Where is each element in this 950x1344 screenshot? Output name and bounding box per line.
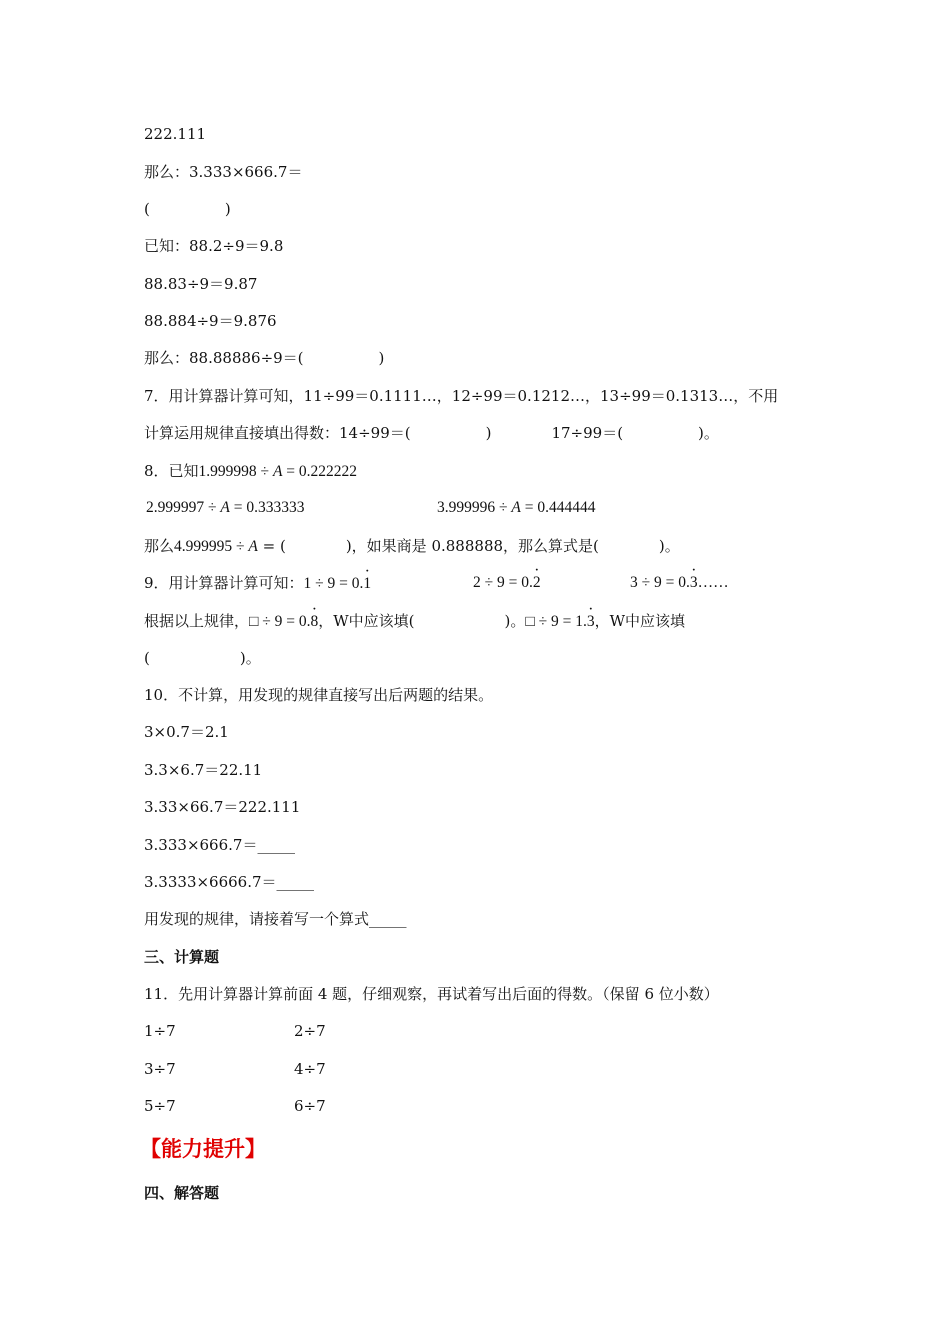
q11-item: 3÷7	[144, 1060, 176, 1078]
question-9-line-3: ( )。	[144, 649, 261, 667]
q9-eq4: □ ÷ 9 = 0.8 ·	[249, 613, 318, 630]
q9-eq2: 2 ÷ 9 = 0.2 ·	[473, 573, 541, 593]
question-9-line-2: 根据以上规律，□ ÷ 9 = 0.8 ·，W中应该填( )。□ ÷ 9 = 1.3 ·，W中应该填	[144, 611, 685, 632]
q11-item: 2÷7	[294, 1022, 326, 1040]
question-9-line-1: 9．用计算器计算可知：1 ÷ 9 = 0.1 ·	[144, 573, 371, 594]
q10-item: 3.3×6.7＝22.11	[144, 761, 263, 779]
q9-eq3: 3 ÷ 9 = 0.3 ·……	[630, 573, 729, 593]
text-line: 已知：88.2÷9＝9.8	[144, 237, 284, 255]
question-8-line-1	[144, 461, 357, 482]
text-line: 那么：88.88886÷9＝( )	[144, 349, 385, 367]
q9-eq5: □ ÷ 9 = 1.3 ·	[525, 613, 594, 630]
q9-eq1: 1 ÷ 9 = 0.1 ·	[304, 575, 372, 592]
text-line: 222.111	[144, 125, 207, 143]
q11-item: 5÷7	[144, 1097, 176, 1115]
q10-item: 3.3333×6666.7＝_____	[144, 873, 315, 891]
q10-item: 3.333×666.7＝_____	[144, 836, 295, 854]
text-line: 88.83÷9＝9.87	[144, 275, 258, 293]
answer-blank-line: ( )	[144, 200, 231, 218]
q11-item: 1÷7	[144, 1022, 176, 1040]
question-11: 11．先用计算器计算前面 4 题，仔细观察，再试着写出后面的得数。（保留 6 位小数）	[144, 985, 719, 1003]
q8-eq2: 2.999997 ÷ A = 0.333333	[146, 499, 305, 516]
ability-heading: 【能力提升】	[140, 1137, 266, 1161]
q8-intro: 8．已知	[144, 462, 199, 480]
q10-item: 3.33×66.7＝222.111	[144, 798, 301, 816]
question-8-line-3: 那么4.999995 ÷ A = ( )，如果商是 0.888888，那么算式是( )。	[144, 537, 680, 555]
q11-item: 6÷7	[294, 1097, 326, 1115]
q11-item: 4÷7	[294, 1060, 326, 1078]
question-10: 10．不计算，用发现的规律直接写出后两题的结果。	[144, 686, 494, 704]
q8-eq1: 1.999998 ÷ A = 0.222222	[198, 463, 358, 480]
q10-item: 用发现的规律，请接着写一个算式_____	[144, 910, 407, 928]
section-3-heading: 三、计算题	[144, 948, 220, 966]
q8-eq3: 3.999996 ÷ A = 0.444444	[437, 499, 596, 516]
text-line: 那么：3.333×666.7＝	[144, 163, 303, 181]
text-line: 88.884÷9＝9.876	[144, 312, 277, 330]
section-4-heading: 四、解答题	[144, 1184, 220, 1202]
question-7-line-2: 计算运用规律直接填出得数：14÷99＝( ) 17÷99＝( )。	[144, 424, 719, 442]
question-7-line-1: 7．用计算器计算可知，11÷99＝0.1111…，12÷99＝0.1212…，13÷99＝0.1313…，不用	[144, 387, 779, 405]
q10-item: 3×0.7＝2.1	[144, 723, 229, 741]
